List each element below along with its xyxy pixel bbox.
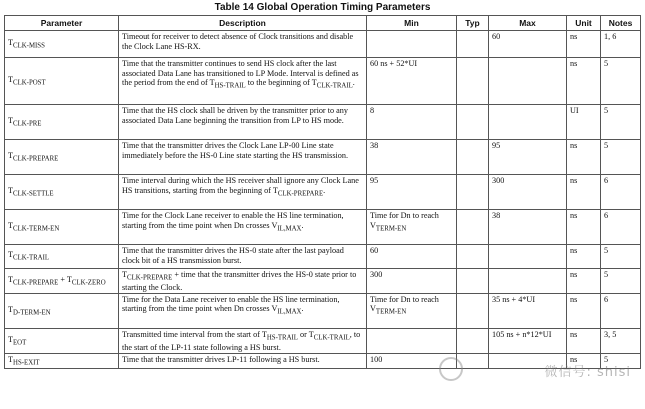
cell-notes: 5 (601, 353, 641, 368)
cell-notes: 3, 5 (601, 328, 641, 353)
cell-typ (457, 58, 489, 105)
cell-typ (457, 105, 489, 140)
cell-typ (457, 140, 489, 175)
cell-desc: Transmitted time interval from the start of $T_{HS-TRAIL}$ or $T_{CLK-TRAIL}$, to the start of the LP-11 state following a HS burst. (119, 328, 367, 353)
cell-max (489, 105, 567, 140)
table-row (5, 210, 641, 245)
cell-param: $T_{D-TERM-EN}$ (5, 293, 119, 328)
cell-unit: ns (567, 58, 601, 105)
cell-unit: ns (567, 328, 601, 353)
wechat-watermark-icon (439, 357, 463, 381)
cell-min (367, 328, 457, 353)
table-row (5, 328, 641, 353)
cell-desc: Time that the transmitter drives the Clock Lane LP-00 Line state immediately before the HS-0 Line state starting the HS transmission. (119, 140, 367, 175)
table-row (5, 175, 641, 210)
cell-typ (457, 175, 489, 210)
header-typ: Typ (457, 16, 489, 31)
cell-min: 95 (367, 175, 457, 210)
watermark: 微信号: shisi (544, 365, 631, 380)
cell-param: $T_{CLK-PREPARE}$ (5, 140, 119, 175)
header-notes: Notes (601, 16, 641, 31)
cell-typ (457, 210, 489, 245)
cell-desc: Time interval during which the HS receiver shall ignore any Clock Lane HS transitions, starting from the beginning of $T_{CLK-PREPARE}$. (119, 175, 367, 210)
cell-typ (457, 328, 489, 353)
cell-unit: ns (567, 353, 601, 368)
cell-max (489, 269, 567, 294)
header-parameter: Parameter (5, 16, 119, 31)
header-unit: Unit (567, 16, 601, 31)
table-row (5, 245, 641, 269)
cell-notes: 6 (601, 175, 641, 210)
table-row (5, 105, 641, 140)
table-row (5, 31, 641, 58)
cell-typ (457, 293, 489, 328)
cell-notes: 5 (601, 58, 641, 105)
cell-unit: ns (567, 175, 601, 210)
cell-typ (457, 31, 489, 58)
cell-desc: Time that the transmitter drives LP-11 following a HS burst. (119, 353, 367, 368)
cell-notes: 6 (601, 293, 641, 328)
cell-min: 60 ns + 52*UI (367, 58, 457, 105)
cell-max: 60 (489, 31, 567, 58)
cell-unit: ns (567, 210, 601, 245)
cell-unit: ns (567, 293, 601, 328)
cell-max: 300 (489, 175, 567, 210)
cell-min: Time for Dn to reach $V_{TERM-EN}$ (367, 210, 457, 245)
cell-min: 8 (367, 105, 457, 140)
table-row (5, 58, 641, 105)
cell-notes: 5 (601, 269, 641, 294)
header-row (5, 16, 641, 31)
cell-max (489, 58, 567, 105)
cell-param: $T_{CLK-SETTLE}$ (5, 175, 119, 210)
cell-notes: 5 (601, 245, 641, 269)
table-title: Table 14 Global Operation Timing Parameters (214, 2, 431, 13)
cell-typ (457, 245, 489, 269)
cell-typ (457, 269, 489, 294)
cell-param: $T_{CLK-PRE}$ (5, 105, 119, 140)
cell-param: $T_{HS-EXIT}$ (5, 353, 119, 368)
cell-desc: Time for the Clock Lane receiver to enable the HS line termination, starting from the time point when Dn crosses $V_{IL,MAX}$. (119, 210, 367, 245)
cell-notes: 1, 6 (601, 31, 641, 58)
cell-min (367, 31, 457, 58)
cell-param: $T_{CLK-TERM-EN}$ (5, 210, 119, 245)
header-min: Min (367, 16, 457, 31)
cell-param: $T_{CLK-POST}$ (5, 58, 119, 105)
cell-max: 105 ns + n*12*UI (489, 328, 567, 353)
cell-min: 60 (367, 245, 457, 269)
cell-notes: 5 (601, 140, 641, 175)
cell-param: $T_{EOT}$ (5, 328, 119, 353)
cell-min: 100 (367, 353, 457, 368)
cell-unit: ns (567, 140, 601, 175)
table-row (5, 140, 641, 175)
cell-desc: Time for the Data Lane receiver to enable the HS line termination, starting from the time point when Dn crosses $V_{IL,MAX}$. (119, 293, 367, 328)
cell-param: $T_{CLK-TRAIL}$ (5, 245, 119, 269)
timing-parameters-table (4, 15, 641, 369)
cell-max: 38 (489, 210, 567, 245)
header-max: Max (489, 16, 567, 31)
cell-unit: ns (567, 245, 601, 269)
cell-min: 300 (367, 269, 457, 294)
cell-max: 35 ns + 4*UI (489, 293, 567, 328)
cell-desc: Timeout for receiver to detect absence of Clock transitions and disable the Clock Lane HS-RX. (119, 31, 367, 58)
cell-min: 38 (367, 140, 457, 175)
cell-max (489, 245, 567, 269)
cell-desc: Time that the HS clock shall be driven by the transmitter prior to any associated Data Lane beginning the transition from LP to HS mode. (119, 105, 367, 140)
cell-unit: UI (567, 105, 601, 140)
cell-desc: $T_{CLK-PREPARE}$ + time that the transmitter drives the HS-0 state prior to starting the Clock. (119, 269, 367, 294)
cell-notes: 5 (601, 105, 641, 140)
header-description: Description (119, 16, 367, 31)
cell-unit: ns (567, 269, 601, 294)
cell-unit: ns (567, 31, 601, 58)
table-row (5, 269, 641, 294)
cell-min: Time for Dn to reach $V_{TERM-EN}$ (367, 293, 457, 328)
cell-param: $T_{CLK-MISS}$ (5, 31, 119, 58)
cell-notes: 6 (601, 210, 641, 245)
table-row (5, 293, 641, 328)
cell-desc: Time that the transmitter continues to send HS clock after the last associated Data Lane has transitioned to LP Mode. Interval is defined as the period from the end of $T_{HS-TRAIL}$ to the beginning of $T_{CLK-TRAIL}$. (119, 58, 367, 105)
cell-max: 95 (489, 140, 567, 175)
cell-param: $T_{CLK-PREPARE} + T_{CLK-ZERO}$ (5, 269, 119, 294)
cell-desc: Time that the transmitter drives the HS-0 state after the last payload clock bit of a HS transmission burst. (119, 245, 367, 269)
